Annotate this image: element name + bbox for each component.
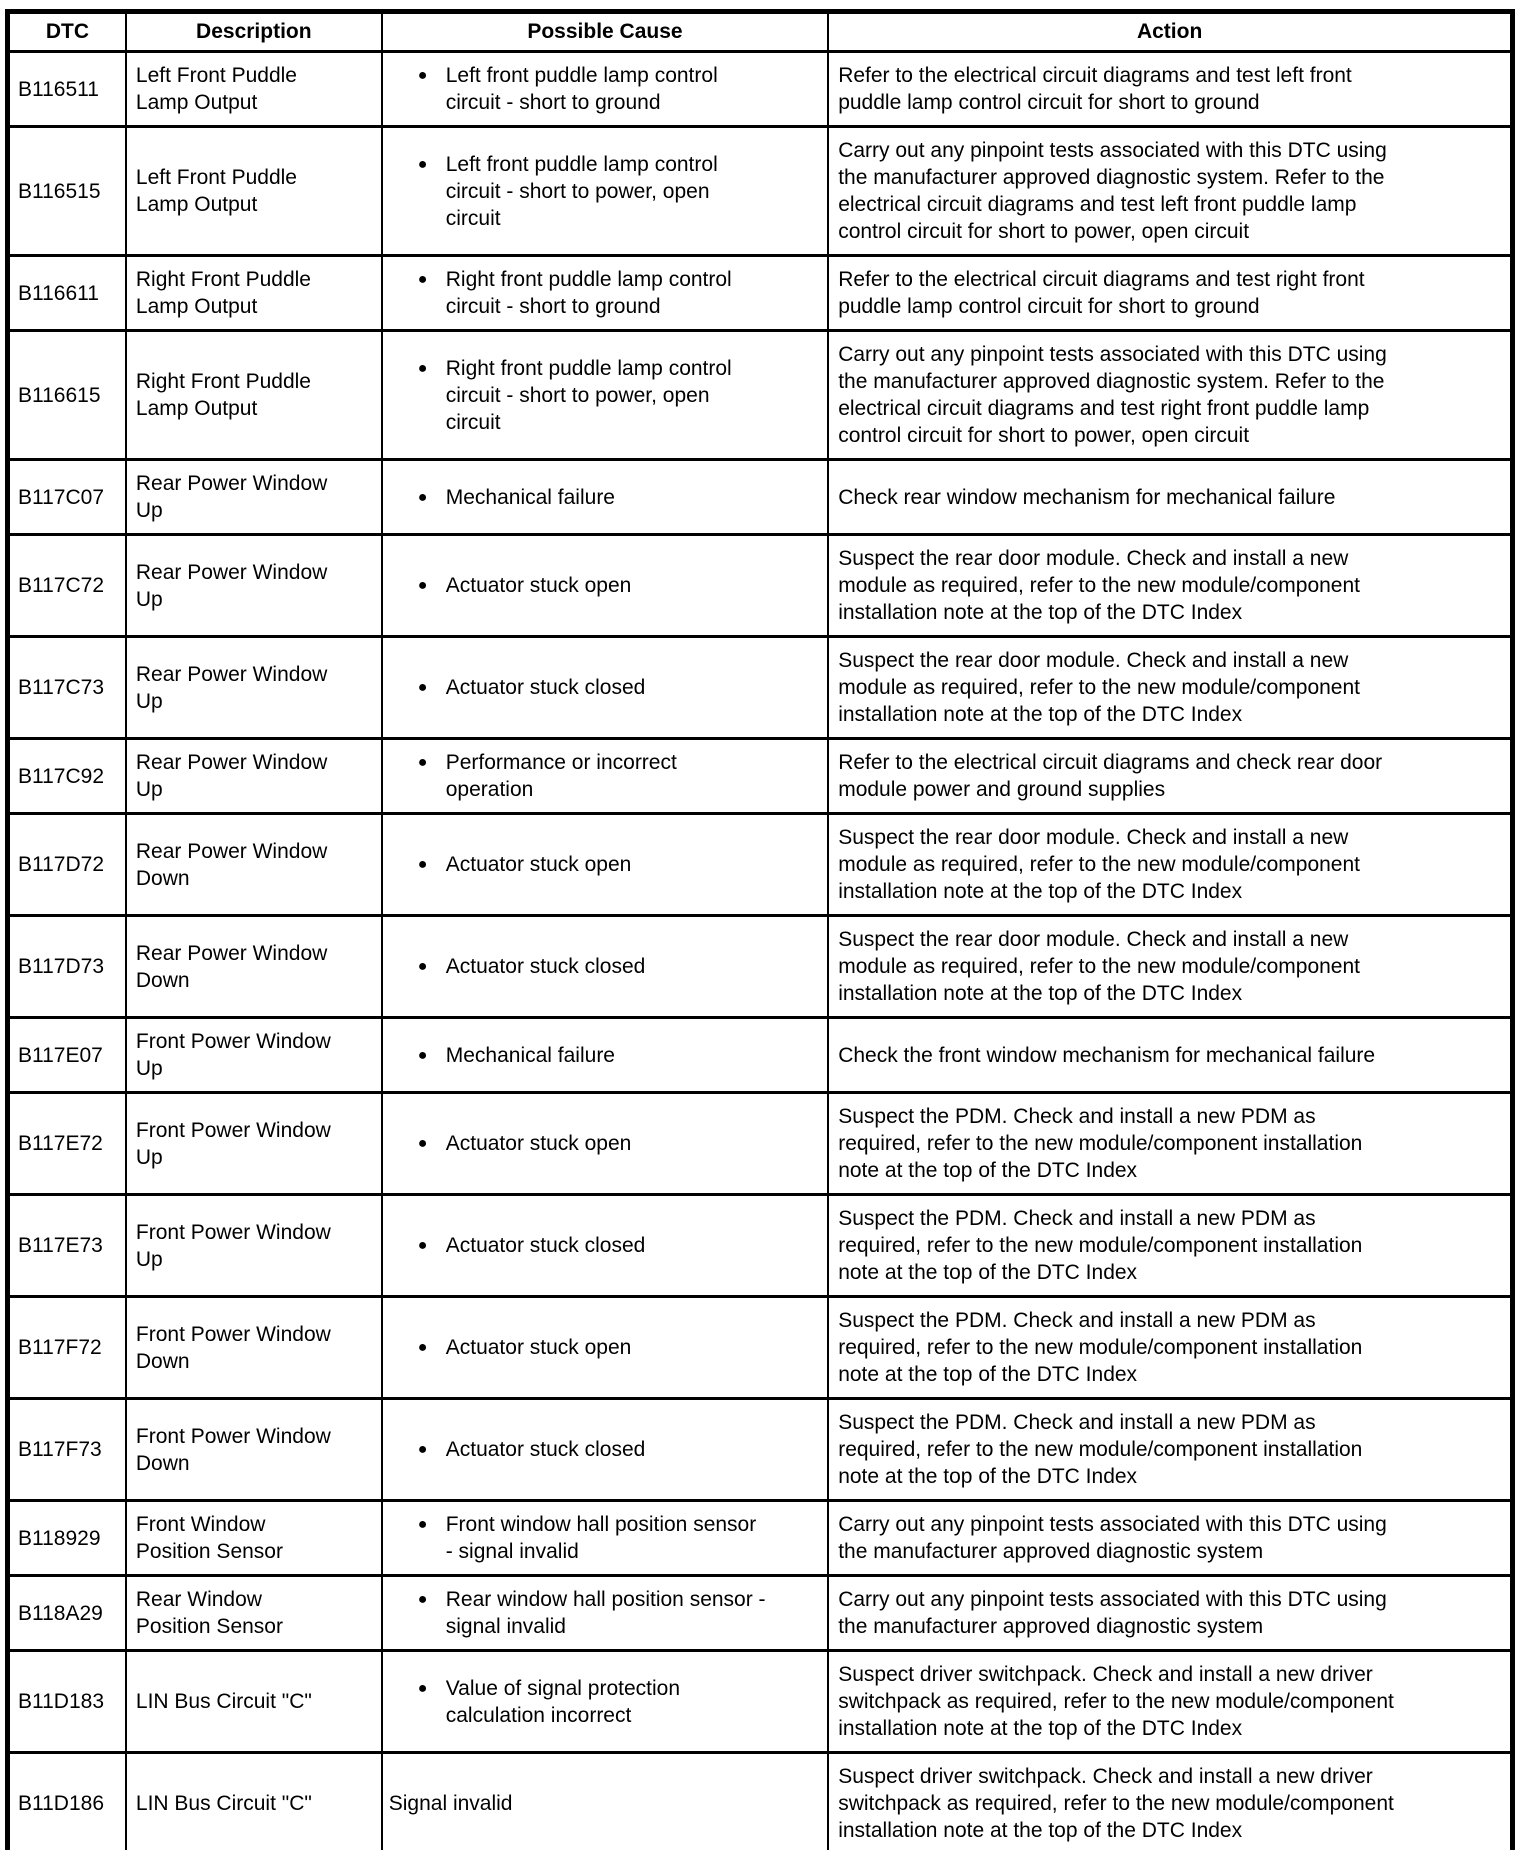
possible-cause-text: Actuator stuck closed [445, 1438, 646, 1461]
action-cell [828, 1576, 1512, 1651]
dtc-description-cell [126, 1399, 382, 1501]
dtc-description: Rear Window Position Sensor [135, 1588, 283, 1638]
dtc-description-cell [126, 814, 382, 916]
action-text: Suspect the rear door module. Check and install a new module as required, refer to the new module/component installation note at the top of the DTC Index [838, 826, 1361, 903]
dtc-description: Right Front Puddle Lamp Output [135, 268, 311, 318]
bullet-icon: ● [417, 1441, 428, 1458]
dtc-description-cell [126, 1576, 382, 1651]
dtc-code: B11D183 [8, 1651, 126, 1753]
possible-cause-text: Actuator stuck open [445, 1336, 632, 1359]
table-row [8, 460, 1513, 535]
possible-cause-cell [382, 637, 828, 739]
action-text: Refer to the electrical circuit diagrams and test left front puddle lamp control circuit for short to ground [838, 64, 1352, 114]
dtc-description: LIN Bus Circuit "C" [135, 1792, 312, 1815]
dtc-code: B117E72 [8, 1093, 126, 1195]
possible-cause-text: Actuator stuck open [445, 574, 632, 597]
action-text: Carry out any pinpoint tests associated with this DTC using the manufacturer approved diagnostic system [838, 1588, 1387, 1638]
action-text: Suspect driver switchpack. Check and install a new driver switchpack as required, refer to the new module/component installation note at the top of the DTC Index [838, 1663, 1394, 1740]
bullet-icon: ● [417, 67, 428, 84]
dtc-description-cell [126, 256, 382, 331]
dtc-description-cell [126, 1297, 382, 1399]
dtc-description: LIN Bus Circuit "C" [135, 1690, 312, 1713]
dtc-description-cell [126, 460, 382, 535]
action-cell [828, 1399, 1512, 1501]
dtc-code: B116615 [8, 331, 126, 460]
possible-cause-text: Left front puddle lamp control circuit - short to ground [445, 64, 718, 114]
dtc-code: B117C07 [8, 460, 126, 535]
table-row [8, 52, 1513, 127]
bullet-icon: ● [417, 359, 428, 377]
action-cell [828, 52, 1512, 127]
possible-cause-text: Front window hall position sensor - signal invalid [445, 1513, 757, 1563]
action-cell [828, 1018, 1512, 1093]
dtc-description: Rear Power Window Down [135, 941, 328, 992]
header-row [8, 12, 1513, 52]
bullet-icon: ● [417, 679, 428, 696]
possible-cause-text: Actuator stuck open [445, 1132, 632, 1155]
table-row [8, 814, 1513, 916]
dtc-description-cell [126, 1195, 382, 1297]
action-cell [828, 127, 1512, 256]
table-row [8, 331, 1513, 460]
bullet-icon: ● [417, 754, 428, 771]
action-text: Carry out any pinpoint tests associated with this DTC using the manufacturer approved diagnostic system [838, 1513, 1387, 1563]
col-header-action: Action [828, 12, 1512, 52]
table-row [8, 256, 1513, 331]
bullet-icon: ● [417, 488, 428, 506]
action-cell [828, 256, 1512, 331]
action-text: Carry out any pinpoint tests associated with this DTC using the manufacturer approved diagnostic system. Refer to the electrical circuit diagrams and test right front puddle lamp control circuit for short to power, open circuit [838, 343, 1387, 447]
action-cell [828, 1753, 1512, 1850]
action-text: Check rear window mechanism for mechanical failure [838, 485, 1336, 509]
dtc-description-cell [126, 52, 382, 127]
dtc-index-table [5, 9, 1515, 1850]
action-text: Suspect the PDM. Check and install a new PDM as required, refer to the new module/component installation note at the top of the DTC Index [838, 1411, 1363, 1488]
dtc-code: B11D186 [8, 1753, 126, 1850]
col-header-possible-cause: Possible Cause [382, 12, 828, 52]
action-text: Check the front window mechanism for mechanical failure [838, 1043, 1376, 1067]
possible-cause-text: Rear window hall position sensor - signal invalid [445, 1588, 766, 1638]
dtc-code: B117C73 [8, 637, 126, 739]
dtc-description: Front Power Window Up [135, 1220, 331, 1271]
possible-cause-text: Right front puddle lamp control circuit - short to ground [445, 268, 732, 318]
possible-cause-cell [382, 1018, 828, 1093]
possible-cause-cell [382, 1195, 828, 1297]
dtc-description: Rear Power Window Down [135, 839, 328, 890]
bullet-icon: ● [417, 1046, 428, 1064]
action-cell [828, 535, 1512, 637]
bullet-icon: ● [417, 1516, 428, 1533]
dtc-code: B118A29 [8, 1576, 126, 1651]
possible-cause-cell [382, 1576, 828, 1651]
dtc-code: B117D73 [8, 916, 126, 1018]
table-body [8, 52, 1513, 1850]
action-text: Refer to the electrical circuit diagrams and test right front puddle lamp control circuit for short to ground [838, 268, 1365, 318]
possible-cause-text: Actuator stuck closed [445, 676, 646, 699]
action-cell [828, 460, 1512, 535]
action-text: Suspect driver switchpack. Check and install a new driver switchpack as required, refer to the new module/component installation note at the top of the DTC Index [838, 1765, 1394, 1842]
possible-cause-text: Actuator stuck open [445, 853, 632, 876]
table-row [8, 1399, 1513, 1501]
possible-cause-cell [382, 256, 828, 331]
action-cell [828, 916, 1512, 1018]
dtc-description: Front Power Window Up [135, 1030, 331, 1080]
table-row [8, 1753, 1513, 1850]
action-cell [828, 814, 1512, 916]
possible-cause-text: Mechanical failure [445, 485, 615, 509]
bullet-icon: ● [417, 958, 428, 975]
table-row [8, 1651, 1513, 1753]
table-row [8, 916, 1513, 1018]
dtc-description: Rear Power Window Up [135, 560, 328, 611]
dtc-description-cell [126, 127, 382, 256]
action-cell [828, 1297, 1512, 1399]
dtc-description-cell [126, 1501, 382, 1576]
dtc-description: Right Front Puddle Lamp Output [135, 370, 311, 420]
action-text: Suspect the PDM. Check and install a new PDM as required, refer to the new module/component installation note at the top of the DTC Index [838, 1207, 1363, 1284]
dtc-description: Rear Power Window Up [135, 662, 328, 713]
table-row [8, 535, 1513, 637]
dtc-description-cell [126, 331, 382, 460]
bullet-icon: ● [417, 856, 428, 873]
bullet-icon: ● [417, 1339, 428, 1356]
bullet-icon: ● [417, 1679, 428, 1697]
action-text: Suspect the PDM. Check and install a new PDM as required, refer to the new module/component installation note at the top of the DTC Index [838, 1309, 1363, 1386]
dtc-description: Rear Power Window Up [135, 472, 328, 522]
possible-cause-cell [382, 535, 828, 637]
dtc-code: B117F73 [8, 1399, 126, 1501]
possible-cause-text: Signal invalid [388, 1792, 513, 1815]
col-header-dtc: DTC [8, 12, 126, 52]
possible-cause-cell [382, 1651, 828, 1753]
dtc-description-cell [126, 1753, 382, 1850]
table-row [8, 739, 1513, 814]
possible-cause-cell [382, 1753, 828, 1850]
possible-cause-cell [382, 331, 828, 460]
dtc-description: Left Front Puddle Lamp Output [135, 64, 297, 114]
action-cell [828, 1195, 1512, 1297]
dtc-code: B117E07 [8, 1018, 126, 1093]
dtc-description-cell [126, 916, 382, 1018]
possible-cause-cell [382, 739, 828, 814]
table-row [8, 637, 1513, 739]
action-text: Carry out any pinpoint tests associated with this DTC using the manufacturer approved diagnostic system. Refer to the electrical circuit diagrams and test left front puddle lamp control circuit for short to power, open circuit [838, 139, 1387, 243]
dtc-code: B116511 [8, 52, 126, 127]
possible-cause-cell [382, 52, 828, 127]
dtc-code: B117E73 [8, 1195, 126, 1297]
col-header-description: Description [126, 12, 382, 52]
action-cell [828, 331, 1512, 460]
bullet-icon: ● [417, 1135, 428, 1152]
possible-cause-text: Actuator stuck closed [445, 1234, 646, 1257]
bullet-icon: ● [417, 1591, 428, 1608]
table-row [8, 1576, 1513, 1651]
table-row [8, 1018, 1513, 1093]
dtc-description-cell [126, 739, 382, 814]
possible-cause-text: Right front puddle lamp control circuit - short to power, open circuit [445, 356, 732, 434]
possible-cause-text: Mechanical failure [445, 1043, 615, 1067]
table-row [8, 1093, 1513, 1195]
possible-cause-cell [382, 1501, 828, 1576]
dtc-description: Rear Power Window Up [135, 751, 328, 801]
action-text: Suspect the rear door module. Check and install a new module as required, refer to the new module/component installation note at the top of the DTC Index [838, 547, 1361, 624]
dtc-description: Front Power Window Down [135, 1424, 331, 1475]
action-text: Suspect the rear door module. Check and install a new module as required, refer to the new module/component installation note at the top of the DTC Index [838, 649, 1361, 726]
bullet-icon: ● [417, 577, 428, 594]
dtc-description-cell [126, 637, 382, 739]
possible-cause-cell [382, 1399, 828, 1501]
possible-cause-text: Left front puddle lamp control circuit - short to power, open circuit [445, 152, 718, 230]
possible-cause-text: Actuator stuck closed [445, 955, 646, 978]
dtc-description-cell [126, 1093, 382, 1195]
action-cell [828, 1501, 1512, 1576]
dtc-code: B116515 [8, 127, 126, 256]
bullet-icon: ● [417, 271, 428, 288]
table-header [8, 12, 1513, 52]
possible-cause-cell [382, 1093, 828, 1195]
possible-cause-text: Performance or incorrect operation [445, 751, 677, 801]
dtc-description: Front Window Position Sensor [135, 1513, 283, 1563]
possible-cause-cell [382, 460, 828, 535]
action-cell [828, 637, 1512, 739]
bullet-icon: ● [417, 155, 428, 173]
action-text: Refer to the electrical circuit diagrams and check rear door module power and ground supplies [838, 751, 1383, 801]
dtc-description: Left Front Puddle Lamp Output [135, 166, 297, 216]
bullet-icon: ● [417, 1237, 428, 1254]
action-cell [828, 739, 1512, 814]
dtc-description: Front Power Window Down [135, 1322, 331, 1373]
dtc-code: B117C92 [8, 739, 126, 814]
possible-cause-text: Value of signal protection calculation incorrect [445, 1676, 680, 1727]
action-text: Suspect the rear door module. Check and install a new module as required, refer to the new module/component installation note at the top of the DTC Index [838, 928, 1361, 1005]
dtc-code: B117D72 [8, 814, 126, 916]
table-row [8, 1195, 1513, 1297]
dtc-code: B117C72 [8, 535, 126, 637]
dtc-description-cell [126, 535, 382, 637]
table-row [8, 1297, 1513, 1399]
dtc-description-cell [126, 1651, 382, 1753]
action-text: Suspect the PDM. Check and install a new PDM as required, refer to the new module/component installation note at the top of the DTC Index [838, 1105, 1363, 1182]
dtc-code: B117F72 [8, 1297, 126, 1399]
possible-cause-cell [382, 1297, 828, 1399]
possible-cause-cell [382, 916, 828, 1018]
table-row [8, 1501, 1513, 1576]
dtc-code: B118929 [8, 1501, 126, 1576]
possible-cause-cell [382, 814, 828, 916]
possible-cause-cell [382, 127, 828, 256]
table-row [8, 127, 1513, 256]
action-cell [828, 1093, 1512, 1195]
dtc-description-cell [126, 1018, 382, 1093]
action-cell [828, 1651, 1512, 1753]
dtc-description: Front Power Window Up [135, 1118, 331, 1169]
dtc-code: B116611 [8, 256, 126, 331]
